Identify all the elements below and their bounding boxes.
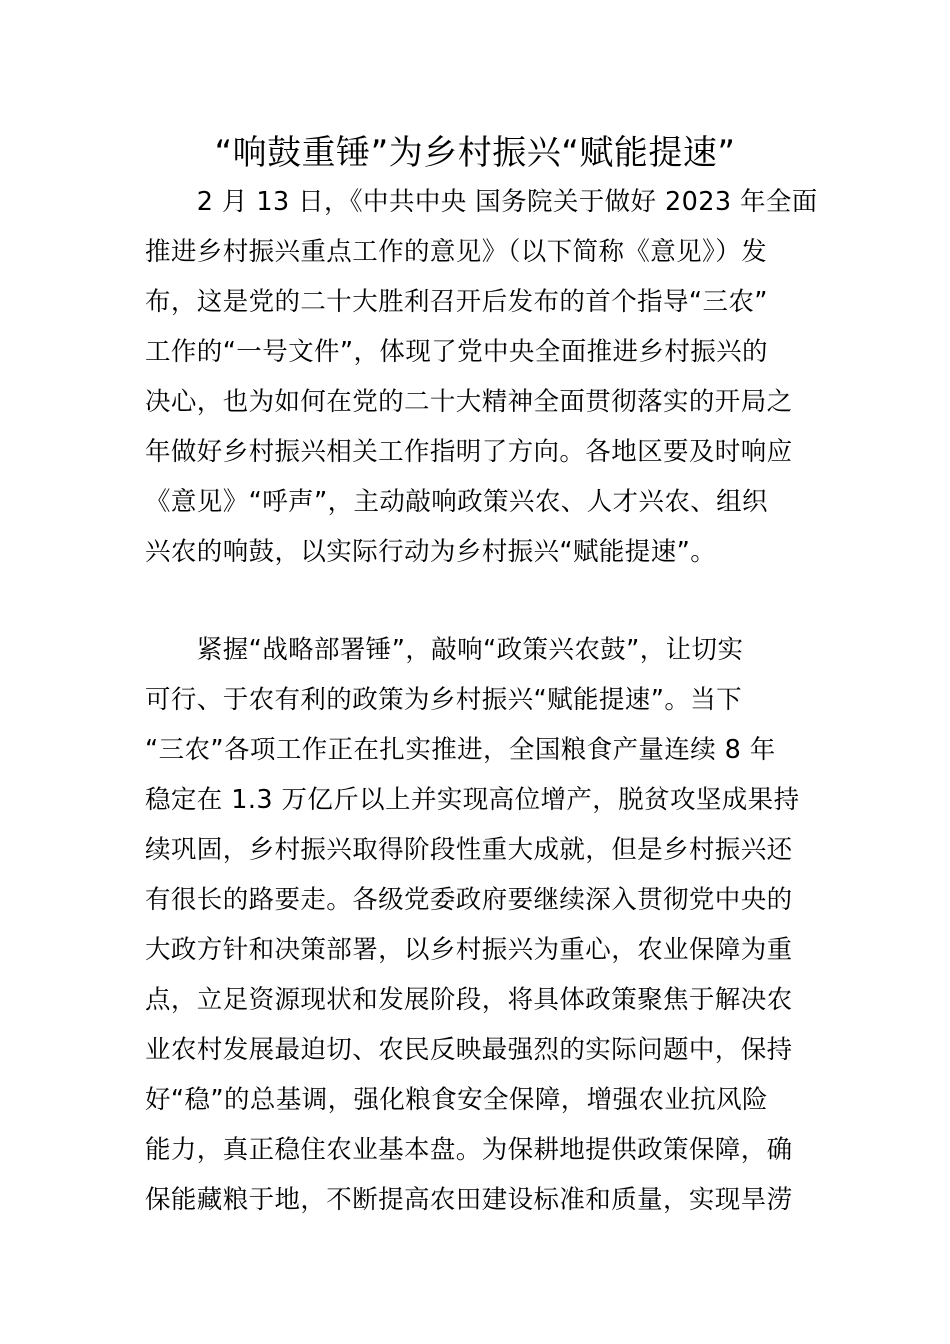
paragraph-line: 紧握“战略部署锤”，敲响“政策兴农鼓”，让切实 [145,635,744,665]
paragraph-line: 点，立足资源现状和发展阶段，将具体政策聚焦于解决农 [145,985,793,1015]
paragraph-line: 可行、于农有利的政策为乡村振兴“赋能提速”。当下 [145,685,743,715]
paragraph-line: 布，这是党的二十大胜利召开后发布的首个指导“三农” [145,287,768,317]
paragraph-line: 能力，真正稳住农业基本盘。为保耕地提供政策保障，确 [145,1135,793,1165]
paragraph-line: 决心，也为如何在党的二十大精神全面贯彻落实的开局之 [145,387,793,417]
paragraph-line: 年做好乡村振兴相关工作指明了方向。各地区要及时响应 [145,437,793,467]
document-title: “响鼓重锤”为乡村振兴“赋能提速” [214,133,736,173]
paragraph-1 [145,177,818,577]
paragraph-line: 大政方针和决策部署，以乡村振兴为重心，农业保障为重 [145,935,793,965]
paragraph-line: 《意见》“呼声”，主动敲响政策兴农、人才兴农、组织 [145,487,768,517]
paragraph-line: 保能藏粮于地，不断提高农田建设标准和质量，实现旱涝 [145,1185,793,1215]
paragraph-line: 2 月 13 日，《中共中央 国务院关于做好 2023 年全面 [145,187,818,217]
paragraph-line: “三农”各项工作正在扎实推进，全国粮食产量连续 8 年 [145,735,776,765]
paragraph-line: 稳定在 1.3 万亿斤以上并实现高位增产，脱贫攻坚成果持 [145,785,800,815]
paragraph-line: 推进乡村振兴重点工作的意见》（以下简称《意见》）发 [145,237,768,267]
paragraph-line: 续巩固，乡村振兴取得阶段性重大成就，但是乡村振兴还 [145,835,793,865]
paragraph-line: 有很长的路要走。各级党委政府要继续深入贯彻党中央的 [145,885,793,915]
paragraph-2 [145,625,807,1225]
paragraph-line: 好“稳”的总基调，强化粮食安全保障，增强农业抗风险 [145,1085,768,1115]
paragraph-line: 业农村发展最迫切、农民反映最强烈的实际问题中，保持 [145,1035,793,1065]
paragraph-line: 兴农的响鼓，以实际行动为乡村振兴“赋能提速”。 [145,537,717,567]
paragraph-line: 工作的“一号文件”，体现了党中央全面推进乡村振兴的 [145,337,768,367]
